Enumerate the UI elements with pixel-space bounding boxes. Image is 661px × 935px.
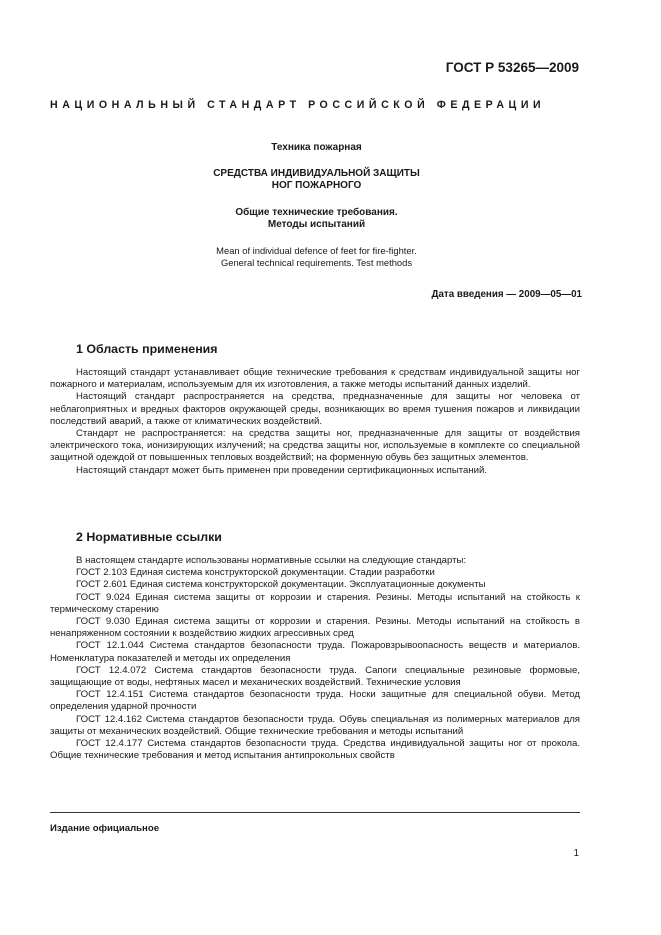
- official-edition-label: Издание официальное: [50, 823, 160, 834]
- gost-number: ГОСТ Р 53265—2009: [445, 60, 579, 75]
- introduction-date: Дата введения — 2009—05—01: [431, 289, 582, 300]
- page-number: 1: [573, 848, 579, 859]
- normative-reference: ГОСТ 12.4.151 Система стандартов безопасности труда. Носки защитные для специальной обуви. Метод определения ударной прочности: [50, 689, 580, 713]
- section1-paragraph: Настоящий стандарт устанавливает общие технические требования к средствам индивидуальной защиты ног пожарного и материалам, используемым для их изготовления, а также методы испытаний данных изделий.: [50, 367, 580, 391]
- normative-reference: ГОСТ 12.4.072 Система стандартов безопасности труда. Сапоги специальные резиновые формовые, защищающие от воды, нефтяных масел и механических воздействий. Технические условия: [50, 664, 580, 689]
- english-title-line2: General technical requirements. Test methods: [220, 257, 413, 268]
- section1-body: [50, 367, 580, 477]
- sub-title-line1: Общие технические требования.: [235, 207, 398, 218]
- normative-reference: ГОСТ 9.030 Единая система защиты от коррозии и старения. Резины. Методы испытаний на стойкость в ненапряженном состоянии к воздействию жидких агрессивных сред: [50, 616, 580, 640]
- english-title-line1: Mean of individual defence of feet for fire-fighter.: [216, 245, 417, 256]
- section1-paragraph: Стандарт не распространяется: на средства защиты ног, предназначенные для защиты от воздействия электрического тока, ионизирующих излучений; на средства защиты ног, используемые в комплекте со специальной защитной одеждой от повышенных тепловых воздействий; на форменную обувь без защитных элементов.: [50, 428, 580, 464]
- category-title: Техника пожарная: [271, 142, 362, 153]
- section2-body: [50, 555, 580, 762]
- section1-heading: 1 Область применения: [76, 342, 218, 356]
- normative-reference: ГОСТ 9.024 Единая система защиты от коррозии и старения. Резины. Методы испытаний на стойкость к термическому старению: [50, 591, 580, 615]
- normative-reference: ГОСТ 2.601 Единая система конструкторской документации. Эксплуатационные документы: [76, 579, 486, 591]
- normative-reference: ГОСТ 2.103 Единая система конструкторской документации. Стадии разработки: [76, 567, 435, 579]
- main-title-line2: НОГ ПОЖАРНОГО: [271, 180, 362, 191]
- national-standard-heading: НАЦИОНАЛЬНЫЙ СТАНДАРТ РОССИЙСКОЙ ФЕДЕРАЦИИ: [50, 99, 546, 111]
- normative-reference: ГОСТ 12.4.177 Система стандартов безопасности труда. Средства индивидуальной защиты ног от прокола. Общие технические требования и метод испытания антипрокольных свойств: [50, 738, 580, 762]
- sub-title-line2: Методы испытаний: [267, 219, 366, 230]
- section2-heading: 2 Нормативные ссылки: [76, 530, 222, 544]
- section2-intro: В настоящем стандарте использованы нормативные ссылки на следующие стандарты:: [76, 555, 467, 566]
- footer-divider: [50, 812, 580, 813]
- main-title-line1: СРЕДСТВА ИНДИВИДУАЛЬНОЙ ЗАЩИТЫ: [213, 168, 420, 179]
- section1-paragraph: Настоящий стандарт распространяется на средства, предназначенные для защиты ног человека от неблагоприятных и вредных факторов окружающей среды, возникающих во время тушения пожаров и ликвидации последствий аварий, а также от климатических воздействий.: [50, 391, 580, 427]
- normative-reference: ГОСТ 12.1.044 Система стандартов безопасности труда. Пожаровзрывоопасность веществ и материалов. Номенклатура показателей и методы их определения: [50, 640, 580, 664]
- section1-paragraph: Настоящий стандарт может быть применен при проведении сертификационных испытаний.: [76, 464, 488, 476]
- normative-reference: ГОСТ 12.4.162 Система стандартов безопасности труда. Обувь специальная из полимерных материалов для защиты от механических воздействий. Общие технические требования и методы испытаний: [50, 713, 580, 737]
